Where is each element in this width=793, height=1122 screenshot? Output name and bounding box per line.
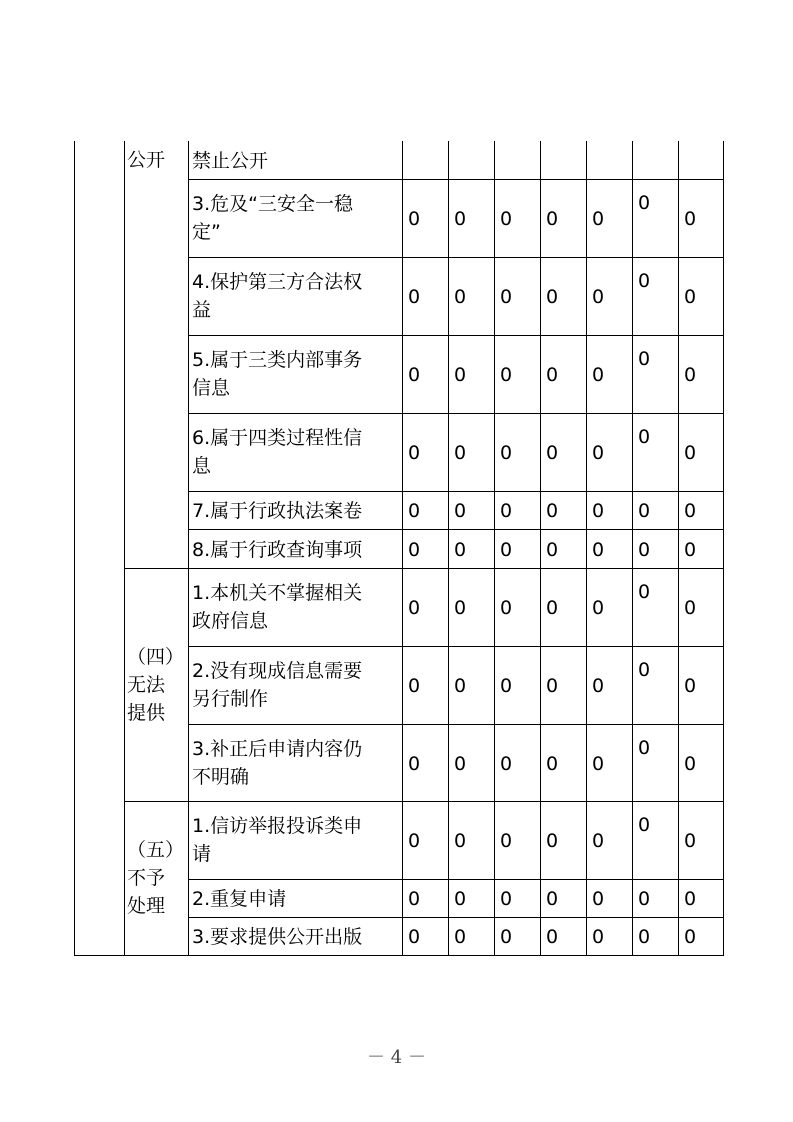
value-cell: 0	[546, 286, 559, 308]
value-cell: 0	[408, 442, 421, 464]
row-label: 禁止公开	[192, 150, 269, 172]
value-cell: 0	[638, 581, 651, 603]
value-cell: 0	[684, 208, 697, 230]
value-cell: 0	[408, 752, 421, 775]
value-cell: 0	[684, 538, 697, 561]
value-cell: 0	[638, 888, 651, 910]
value-cell: 0	[500, 830, 513, 852]
value-cell: 0	[546, 500, 559, 522]
value-cell: 0	[638, 814, 651, 836]
grid-vline	[494, 141, 495, 955]
value-cell: 0	[500, 364, 513, 386]
value-cell: 0	[638, 192, 651, 214]
value-cell: 0	[684, 752, 697, 775]
value-cell: 0	[684, 442, 697, 464]
row-label: 3.危及“三安全一稳 定”	[192, 193, 353, 243]
row-label: 7.属于行政执法案卷	[192, 500, 363, 522]
value-cell: 0	[454, 675, 467, 697]
row-label: 1.本机关不掌握相关 政府信息	[192, 582, 363, 632]
value-cell: 0	[500, 286, 513, 308]
grid-hline	[188, 257, 724, 258]
value-cell: 0	[638, 348, 651, 370]
value-cell: 0	[454, 830, 467, 852]
grid-vline	[678, 141, 679, 955]
row-label: 3.要求提供公开出版	[192, 926, 363, 948]
value-cell: 0	[638, 737, 651, 759]
grid-hline	[188, 335, 724, 336]
row-label: 2.重复申请	[192, 888, 287, 910]
value-cell: 0	[500, 500, 513, 522]
row-label: 2.没有现成信息需要 另行制作	[192, 660, 363, 710]
grid-vline	[540, 141, 541, 955]
grid-vline	[723, 141, 724, 955]
value-cell: 0	[592, 830, 605, 852]
value-cell: 0	[408, 926, 421, 948]
value-cell: 0	[684, 888, 697, 910]
value-cell: 0	[638, 500, 651, 522]
value-cell: 0	[684, 675, 697, 697]
value-cell: 0	[500, 926, 513, 948]
value-cell: 0	[454, 752, 467, 775]
grid-vline	[188, 141, 189, 955]
value-cell: 0	[592, 442, 605, 464]
value-cell: 0	[638, 426, 651, 448]
grid-vline	[586, 141, 587, 955]
value-cell: 0	[500, 597, 513, 619]
value-cell: 0	[684, 830, 697, 852]
value-cell: 0	[408, 888, 421, 910]
value-cell: 0	[592, 208, 605, 230]
value-cell: 0	[408, 500, 421, 522]
grid-hline	[188, 179, 724, 180]
value-cell: 0	[500, 675, 513, 697]
value-cell: 0	[408, 208, 421, 230]
value-cell: 0	[454, 888, 467, 910]
grid-hline	[74, 955, 724, 956]
row-label: 6.属于四类过程性信 息	[192, 427, 363, 477]
value-cell: 0	[592, 675, 605, 697]
value-cell: 0	[592, 752, 605, 775]
grid-hline	[188, 646, 724, 647]
value-cell: 0	[408, 364, 421, 386]
value-cell: 0	[684, 364, 697, 386]
value-cell: 0	[546, 752, 559, 775]
value-cell: 0	[684, 286, 697, 308]
grid-vline	[74, 141, 75, 955]
value-cell: 0	[546, 675, 559, 697]
grid-hline	[188, 917, 724, 918]
row-label: 4.保护第三方合法权 益	[192, 271, 363, 321]
page-number: － 4 －	[367, 1047, 426, 1068]
value-cell: 0	[500, 538, 513, 561]
value-cell: 0	[500, 752, 513, 775]
value-cell: 0	[592, 888, 605, 910]
value-cell: 0	[546, 538, 559, 561]
row-label: 1.信访举报投诉类申 请	[192, 815, 363, 865]
value-cell: 0	[454, 926, 467, 948]
value-cell: 0	[546, 830, 559, 852]
value-cell: 0	[408, 830, 421, 852]
value-cell: 0	[408, 286, 421, 308]
value-cell: 0	[454, 208, 467, 230]
value-cell: 0	[546, 597, 559, 619]
grid-hline	[188, 529, 724, 530]
value-cell: 0	[638, 538, 651, 561]
category-label: 公开	[127, 149, 166, 171]
grid-vline	[632, 141, 633, 955]
grid-vline	[124, 141, 125, 955]
value-cell: 0	[592, 364, 605, 386]
value-cell: 0	[546, 442, 559, 464]
value-cell: 0	[684, 926, 697, 948]
grid-hline	[124, 568, 724, 569]
value-cell: 0	[546, 364, 559, 386]
grid-vline	[402, 141, 403, 955]
category-label: （四） 无法 提供	[127, 645, 185, 724]
value-cell: 0	[638, 926, 651, 948]
value-cell: 0	[638, 270, 651, 292]
grid-hline	[188, 724, 724, 725]
category-label: （五） 不予 处理	[127, 839, 185, 917]
row-label: 8.属于行政查询事项	[192, 538, 363, 561]
value-cell: 0	[546, 208, 559, 230]
value-cell: 0	[408, 597, 421, 619]
grid-hline	[188, 491, 724, 492]
value-cell: 0	[454, 442, 467, 464]
value-cell: 0	[454, 597, 467, 619]
value-cell: 0	[592, 500, 605, 522]
value-cell: 0	[454, 364, 467, 386]
value-cell: 0	[592, 926, 605, 948]
grid-hline	[188, 879, 724, 880]
grid-hline	[124, 801, 724, 802]
value-cell: 0	[592, 286, 605, 308]
value-cell: 0	[592, 538, 605, 561]
row-label: 3.补正后申请内容仍 不明确	[192, 738, 363, 788]
value-cell: 0	[454, 500, 467, 522]
value-cell: 0	[546, 888, 559, 910]
value-cell: 0	[638, 659, 651, 681]
row-label: 5.属于三类内部事务 信息	[192, 349, 363, 399]
grid-hline	[188, 413, 724, 414]
grid-vline	[448, 141, 449, 955]
value-cell: 0	[546, 926, 559, 948]
value-cell: 0	[500, 888, 513, 910]
value-cell: 0	[454, 538, 467, 561]
value-cell: 0	[500, 442, 513, 464]
value-cell: 0	[454, 286, 467, 308]
value-cell: 0	[684, 597, 697, 619]
value-cell: 0	[684, 500, 697, 522]
value-cell: 0	[500, 208, 513, 230]
value-cell: 0	[408, 675, 421, 697]
value-cell: 0	[408, 538, 421, 561]
value-cell: 0	[592, 597, 605, 619]
